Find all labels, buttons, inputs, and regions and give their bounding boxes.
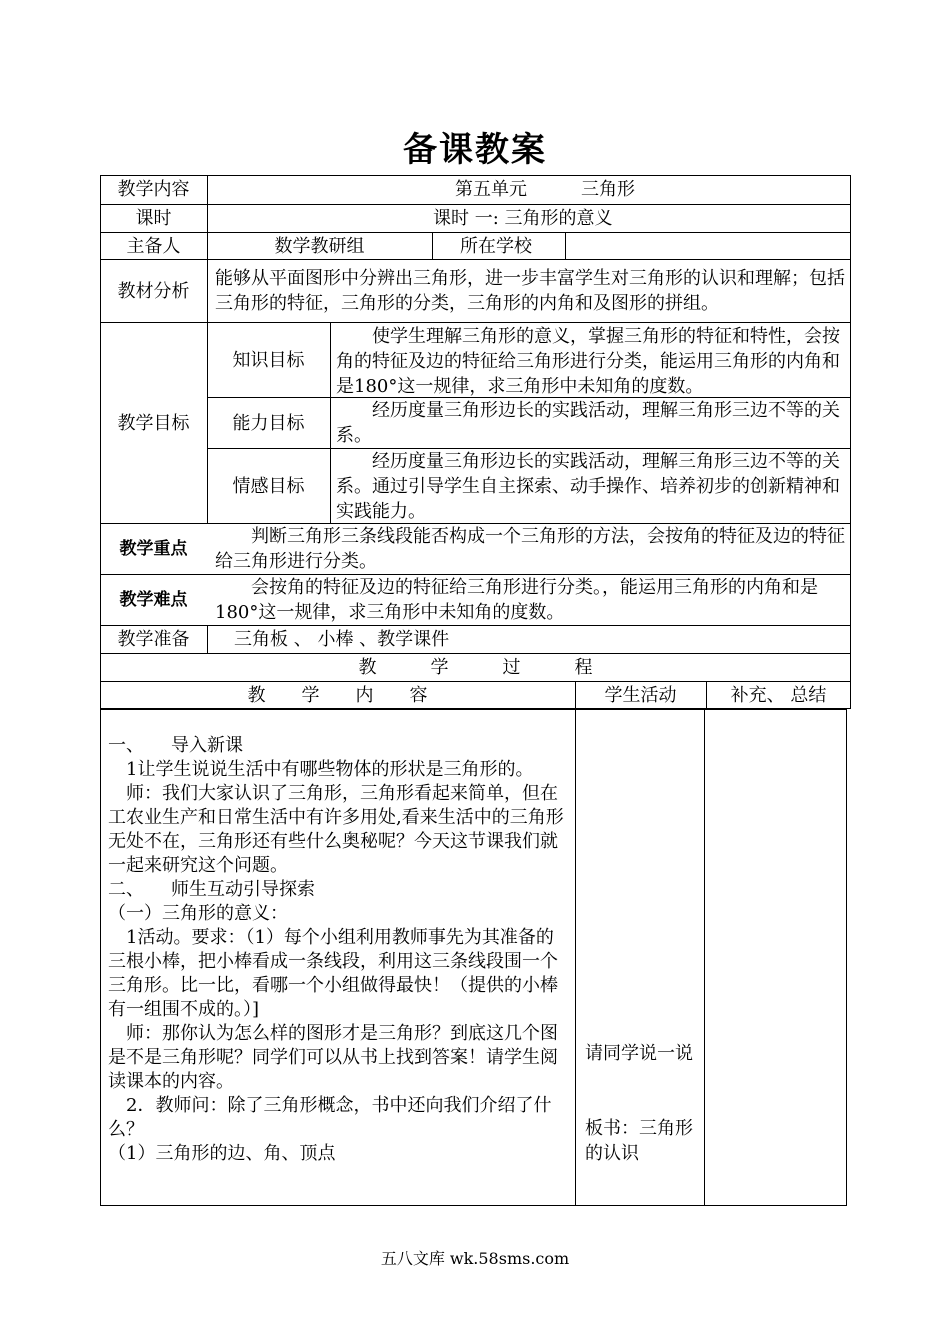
preparer-value: 数学教研组 bbox=[274, 236, 365, 257]
difficulty-label: 教学难点 bbox=[119, 590, 188, 610]
content-line: 1活动。要求：（1）每个小组利用教师事先为其准备的三根小棒，把小棒看成一条线段，利用这三条线段围一个三角形。比一比，看哪一个小组做得最快！（提供的小棒有一组围不成的。）] bbox=[108, 927, 558, 1020]
activity-note-2: 板书：三角形的认识 bbox=[585, 1118, 693, 1164]
footer-watermark: 五八文库 wk.58sms.com bbox=[380, 1249, 570, 1268]
key-point-label: 教学重点 bbox=[119, 539, 188, 559]
lesson-value: 课时 一: 三角形的意义 bbox=[433, 208, 613, 229]
content-line: 师：那你认为怎么样的图形才是三角形？到底这几个图是不是三角形呢？同学们可以从书上找到答案！请学生阅读课本的内容。 bbox=[108, 1023, 558, 1092]
col-activity-header: 学生活动 bbox=[604, 685, 677, 706]
content-line: 2．教师问：除了三角形概念，书中还向我们介绍了什么？ bbox=[108, 1095, 552, 1140]
content-value: 第五单元 三角形 bbox=[455, 179, 635, 200]
content-line: （1）三角形的边、角、顶点 bbox=[108, 1143, 336, 1164]
school-label: 所在学校 bbox=[460, 236, 532, 257]
content-line: 1让学生说说生活中有哪些物体的形状是三角形的。 bbox=[126, 759, 534, 780]
analysis-label: 教材分析 bbox=[117, 281, 190, 302]
ability-goal-text: 经历度量三角形边长的实践活动，理解三角形三边不等的关系。 bbox=[336, 400, 840, 446]
ability-goal-label: 能力目标 bbox=[232, 413, 305, 434]
col-summary-header: 补充、 总结 bbox=[730, 685, 827, 706]
analysis-text: 能够从平面图形中分辨出三角形，进一步丰富学生对三角形的认识和理解；包括三角形的特征，三角形的分类，三角形的内角和及图形的拼组。 bbox=[215, 268, 845, 314]
content-line: 一、 导入新课 bbox=[108, 735, 243, 756]
goals-label: 教学目标 bbox=[117, 413, 190, 434]
col-content-header: 教 学 内 容 bbox=[247, 685, 428, 706]
process-heading: 教 学 过 程 bbox=[358, 657, 593, 678]
activity-note-1: 请同学说一说 bbox=[585, 1043, 693, 1064]
emotion-goal-text: 经历度量三角形边长的实践活动，理解三角形三边不等的关系。通过引导学生自主探索、动手操作、培养初步的创新精神和实践能力。 bbox=[336, 451, 840, 522]
content-line: （一）三角形的意义： bbox=[108, 903, 288, 924]
page-title: 备课教案 bbox=[403, 130, 547, 170]
content-label: 教学内容 bbox=[117, 179, 190, 200]
content-line: 二、 师生互动引导探索 bbox=[108, 879, 315, 900]
preparation-text: 三角板 、 小棒 、教学课件 bbox=[234, 629, 450, 650]
lesson-label: 课时 bbox=[135, 208, 172, 229]
content-line: 师：我们大家认识了三角形，三角形看起来简单，但在工农业生产和日常生活中有许多用处,看来生活中的三角形无处不在，三角形还有些什么奥秘呢？今天这节课我们就一起来研究这个问题。 bbox=[108, 783, 564, 876]
emotion-goal-label: 情感目标 bbox=[232, 476, 305, 497]
preparation-label: 教学准备 bbox=[117, 629, 190, 650]
knowledge-goal-text: 使学生理解三角形的意义，掌握三角形的特征和特性，会按角的特征及边的特征给三角形进行分类，能运用三角形的内角和是180°这一规律，求三角形中未知角的度数。 bbox=[336, 326, 840, 397]
difficulty-text: 会按角的特征及边的特征给三角形进行分类。，能运用三角形的内角和是180°这一规律，求三角形中未知角的度数。 bbox=[215, 577, 818, 623]
preparer-label: 主备人 bbox=[126, 236, 181, 257]
knowledge-goal-label: 知识目标 bbox=[232, 350, 305, 371]
process-content bbox=[108, 734, 570, 1166]
key-point-text: 判断三角形三条线段能否构成一个三角形的方法，会按角的特征及边的特征给三角形进行分类。 bbox=[215, 526, 845, 572]
